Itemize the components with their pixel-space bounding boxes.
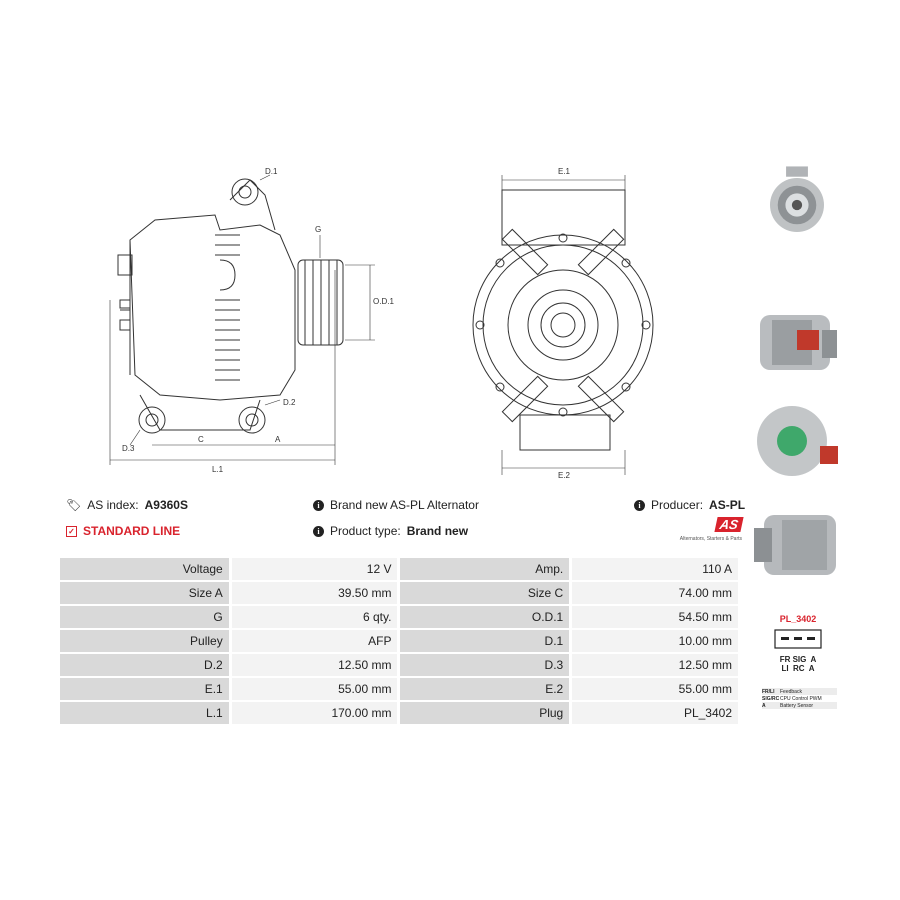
info-icon: i xyxy=(313,526,324,537)
as-index-label: AS index: xyxy=(87,498,139,512)
legend-row: FR/LI Feedback xyxy=(762,688,837,695)
label-a: A xyxy=(275,435,281,444)
housing-outline xyxy=(130,215,295,400)
ear-d3 xyxy=(139,407,165,433)
spec-key: D.2 xyxy=(60,654,229,676)
logo-mark: AS xyxy=(714,517,743,532)
brand-new-info xyxy=(313,498,479,512)
product-type-label: Product type: xyxy=(330,524,401,538)
legend-row: A Battery Sensor xyxy=(762,702,837,709)
spec-row xyxy=(60,558,738,580)
product-type-info xyxy=(313,524,468,538)
logo-tagline: Alternators, Starters & Parts xyxy=(679,536,742,542)
spec-key: D.1 xyxy=(397,630,569,652)
standard-line xyxy=(66,524,180,538)
label-d3: D.3 xyxy=(122,444,135,453)
spec-value: 54.50 mm xyxy=(569,606,738,628)
as-index xyxy=(66,498,188,512)
front-outer-ring xyxy=(473,235,653,415)
label-d1: D.1 xyxy=(265,167,278,176)
standard-line-text: STANDARD LINE xyxy=(83,524,181,538)
label-d2: D.2 xyxy=(283,398,296,407)
spec-value: PL_3402 xyxy=(569,702,738,724)
spec-value: 55.00 mm xyxy=(229,678,398,700)
product-photo-front[interactable] xyxy=(752,160,842,250)
side-view-diagram xyxy=(100,160,394,480)
plug-title: PL_3402 xyxy=(779,614,817,624)
as-index-value: A9360S xyxy=(144,498,188,512)
spec-value: 39.50 mm xyxy=(229,582,398,604)
spec-value: 12.50 mm xyxy=(229,654,398,676)
plug-connector-icon xyxy=(773,628,823,650)
product-photo-angle[interactable] xyxy=(752,500,842,590)
producer-info xyxy=(634,498,745,512)
spec-value: AFP xyxy=(229,630,398,652)
plug-panel xyxy=(762,614,834,673)
plug-pins-bottom: LI RC A xyxy=(781,664,815,673)
ear-d1 xyxy=(232,179,258,205)
brand-new-text: Brand new AS-PL Alternator xyxy=(330,498,479,512)
spec-value: 74.00 mm xyxy=(569,582,738,604)
spec-table xyxy=(60,556,738,726)
spec-key: G xyxy=(60,606,229,628)
label-g: G xyxy=(315,225,322,234)
front-view-diagram xyxy=(460,160,680,480)
checkbox-icon: ✓ xyxy=(66,526,77,537)
spec-key: D.3 xyxy=(397,654,569,676)
spec-row xyxy=(60,606,738,628)
spec-row xyxy=(60,582,738,604)
spec-value: 170.00 mm xyxy=(229,702,398,724)
spec-key: Size A xyxy=(60,582,229,604)
as-pl-logo xyxy=(672,516,742,542)
spec-row xyxy=(60,630,738,652)
spec-value: 6 qty. xyxy=(229,606,398,628)
spec-value: 10.00 mm xyxy=(569,630,738,652)
label-e2: E.2 xyxy=(558,471,571,480)
label-e1: E.1 xyxy=(558,167,571,176)
spec-row xyxy=(60,678,738,700)
producer-value: AS-PL xyxy=(709,498,746,512)
spec-key: Pulley xyxy=(60,630,229,652)
spec-key: Voltage xyxy=(60,558,229,580)
legend-row: SIG/RC CPU Control PWM xyxy=(762,695,822,702)
spec-value: 12.50 mm xyxy=(569,654,738,676)
label-c: C xyxy=(198,435,204,444)
spec-key: Plug xyxy=(397,702,569,724)
spec-value: 110 A xyxy=(569,558,738,580)
product-photo-side[interactable] xyxy=(752,300,842,390)
pulley-hub xyxy=(528,290,598,360)
spec-key: E.1 xyxy=(60,678,229,700)
spec-key: O.D.1 xyxy=(397,606,569,628)
spec-row xyxy=(60,654,738,676)
ear-d2 xyxy=(239,407,265,433)
info-icon: i xyxy=(313,500,324,511)
spec-key: Size C xyxy=(397,582,569,604)
spec-value: 55.00 mm xyxy=(569,678,738,700)
product-photo-rear[interactable] xyxy=(752,396,842,486)
tags-icon: 🏷 xyxy=(66,498,82,512)
spec-value: 12 V xyxy=(229,558,398,580)
front-bolt-holes xyxy=(476,234,650,416)
info-icon: i xyxy=(634,500,645,511)
spec-key: E.2 xyxy=(397,678,569,700)
spec-key: Amp. xyxy=(397,558,569,580)
fin-lines xyxy=(215,235,240,380)
label-l1: L.1 xyxy=(212,465,224,474)
plug-pins-top: FR SIG A xyxy=(779,655,817,664)
label-od1: O.D.1 xyxy=(373,297,394,306)
product-type-value: Brand new xyxy=(406,524,469,538)
plug-legend xyxy=(762,688,837,709)
producer-label: Producer: xyxy=(651,498,704,512)
spec-row xyxy=(60,702,738,724)
spec-key: L.1 xyxy=(60,702,229,724)
